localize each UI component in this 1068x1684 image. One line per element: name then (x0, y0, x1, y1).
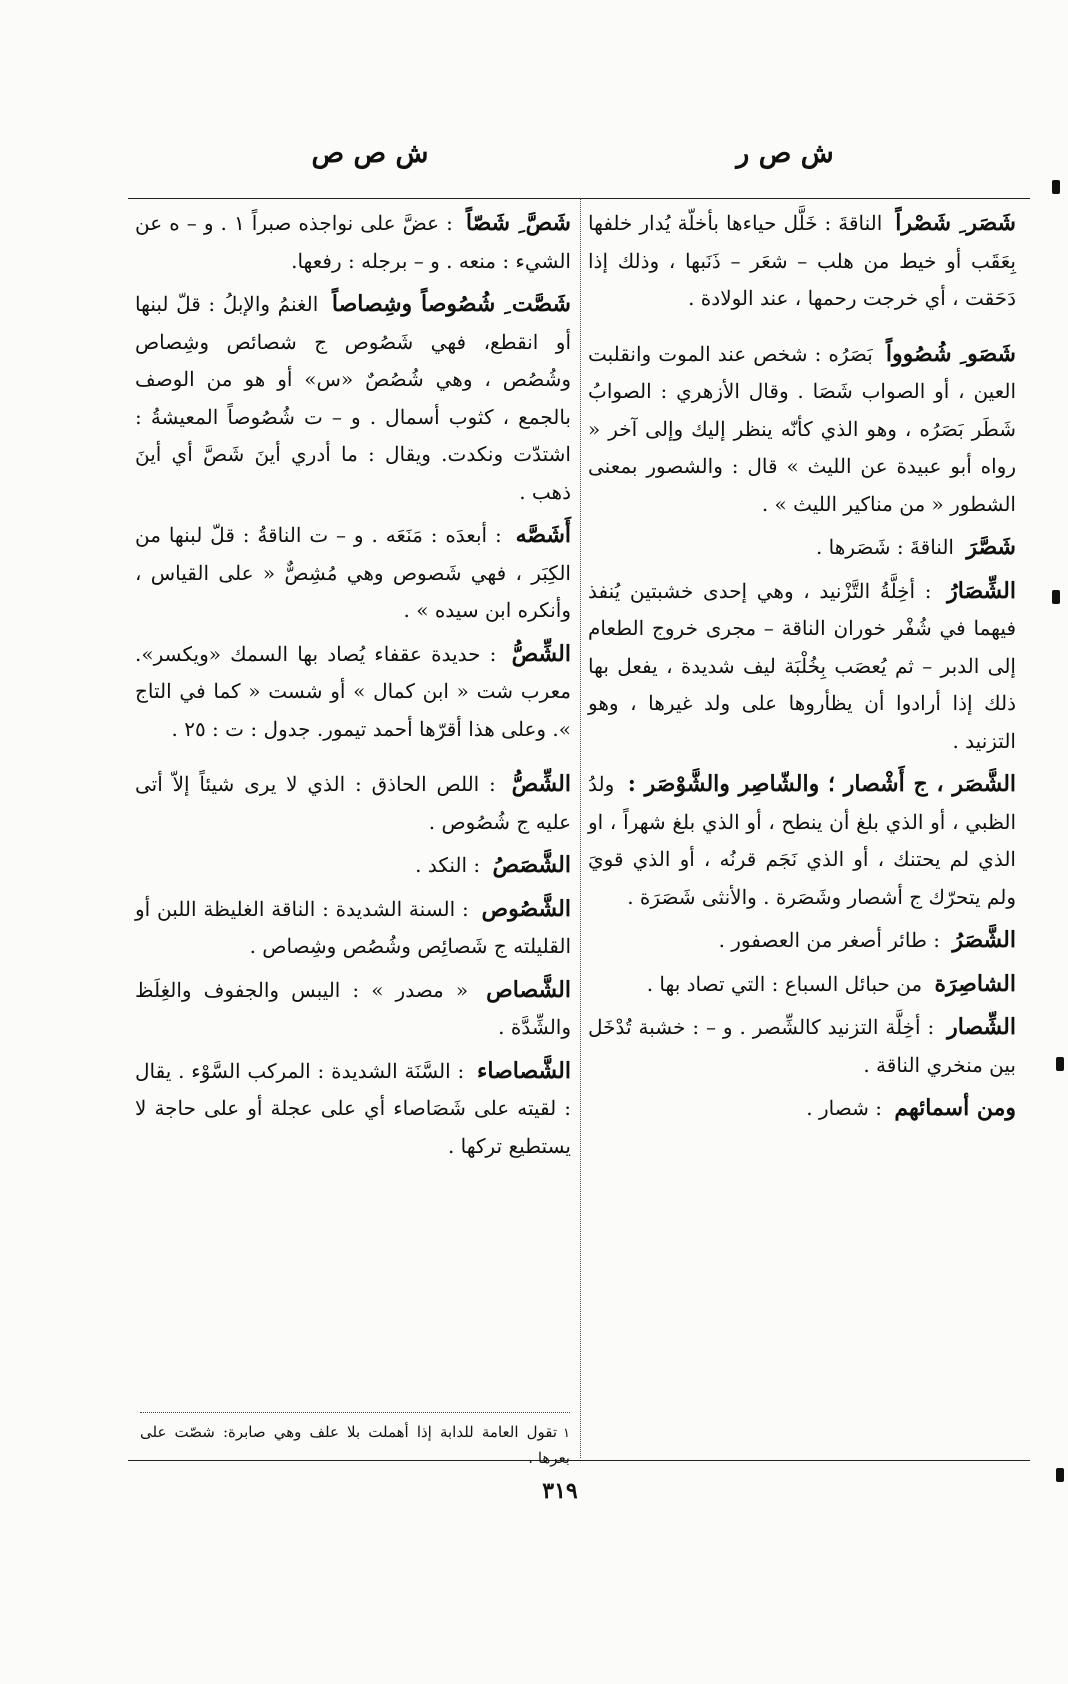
entry-text: : أبعدَه : مَنَعَه . و – ت الناقةُ : قلّ لبنها من الكِبَر ، فهي شَصوص وهي مُشِصٌّ « على القياس ، وأنكره ابن سيده » . (135, 523, 571, 622)
footnote (140, 1420, 570, 1470)
entry (588, 922, 1016, 960)
headword: أَشَصَّه (515, 522, 571, 548)
entry (135, 972, 571, 1047)
footnote-text: تقول العامة للدابة إذا أهملت بلا علف وهي صابرة: شصّت على بعرها . (140, 1423, 570, 1467)
entry (135, 891, 571, 966)
entry-text: الناقةَ : شَصَرها . (815, 535, 961, 559)
entry (135, 1053, 571, 1166)
entry (588, 766, 1016, 916)
entry (135, 636, 571, 749)
headword: الشَّصُوص (481, 895, 571, 922)
entry (588, 573, 1016, 761)
headword: الشِّصُّ (511, 771, 571, 797)
bottom-rule (128, 1460, 1030, 1461)
entry-text: ولدُ الظبي ، أو الذي بلغ أن ينطح ، أو الذي بلغ شهراً ، او الذي لم يحتنك ، أو الذي نَجَم قرنُه ، أو الذي قويَ ولم يتحرّك ج أشصار وشَصَرة . والأنثى شَصَرَة . (588, 772, 1016, 909)
entry (588, 966, 1016, 1004)
headword: الشَّصاص (486, 976, 571, 1003)
entry-text: الناقةَ : خَلَّل حياءها بأخلّة يُدار خلفها بِعَقَب أو خيط من هلب – شعَر – ذَنَبها ، وذلك إذا دَحَقت ، أي خرجت رحمها ، عند الولادة . (588, 211, 1016, 310)
entry (588, 336, 1016, 524)
entry-text: : السنة الشديدة : الناقة الغليظة اللبن أو القليلته ج شَصائِص وشُصُص وشِصاص . (135, 896, 571, 958)
entry-text: : طائر أصغر من العصفور . (718, 928, 947, 952)
margin-mark-middle (1052, 590, 1060, 604)
headword: الشِّصار (947, 1014, 1016, 1040)
margin-mark-lower (1056, 1057, 1064, 1071)
headword: شَصَّرَ (966, 534, 1016, 560)
entry-text: : أخِلَّةُ التَّزْنيد ، وهي إحدى خشبتين يُنفذ فيهما في شُفْر خوران الناقة – مجرى خروج الطعام إلى الدبر – ثم يُعصَب بِخُلْبَة ليف شديدة ، يفعل بها ذلك إذا أرادوا أن يظأروها على ولد غيرها ، وهو التزنيد . (588, 578, 1016, 753)
headword: شَصَو ِ شُصُوواً (885, 340, 1016, 367)
headword: الشاصِرَة (934, 970, 1016, 997)
top-rule (128, 198, 1030, 199)
entry (135, 286, 571, 511)
page-number: ٣١٩ (542, 1478, 578, 1504)
entry (135, 847, 571, 885)
entry (588, 1009, 1016, 1084)
entry-text: الغنمُ والإبلُ : قلّ لبنها أو انقطع، فهي شَصُوص ج شصائص وشِصاص وشُصُص ، وهي شُصُصٌ «س» أو هو من الوصف بالجمع ، كثوب أسمال . و – ت شُصُوصاً المعيشةُ : اشتدّت ونكدت. ويقال : ما أدري أينَ شَصَّ أي أينَ ذهب . (135, 292, 571, 504)
entry-text: : أخِلَّة التزنيد كالشِّصر . و – : خشبة تُدْخَل بين منخري الناقة . (588, 1015, 1016, 1077)
margin-mark-top (1052, 180, 1060, 194)
entry-text: : اللص الحاذق : الذي لا يرى شيئاً إلاّ أتى عليه ج شُصُوص . (135, 772, 571, 834)
headword: الشِّصَارُ (947, 577, 1016, 604)
entry (588, 529, 1016, 567)
entry-text: : السَّنَة الشديدة : المركب السَّوْء . يقال : لقيته على شَصَاصاء أي على عجلة أو على حاجة لا يستطيع تركها . (135, 1058, 571, 1158)
left-column-header: ش ص ص (311, 138, 429, 169)
footnote-rule (140, 1412, 570, 1413)
entry-text: « مصدر » : اليبس والجفوف والغِلَظ والشِّدَّة . (135, 977, 571, 1039)
headword: الشَّصَرُ (952, 927, 1016, 953)
entry (588, 205, 1016, 318)
entry-text: : عضَّ على نواجذه صبراً ١ . و – ه عن الشيء : منعه . و – برجله : رفعها. (135, 211, 571, 273)
entry-text: : النكد . (415, 853, 487, 877)
entry (135, 766, 571, 841)
entry-text: : شصار . (806, 1096, 889, 1120)
entry-text: بَصَرُه : شخص عند الموت وانقلبت العين ، أو الصواب شَصَا . وقال الأزهري : الصوابُ شَطَر بَصَرُه ، وهو الذي كأنّه ينظر إليك وإلى آخر « رواه أبو عبيدة عن الليث » قال : والشصور بمعنى الشطور « من مناكير الليث » . (588, 341, 1017, 516)
headword: شَصَر ِ شَصْراً (895, 210, 1016, 236)
headword: الشَّصاصاء (477, 1057, 571, 1084)
headword: شَصَّت ِ شُصُوصاً وشِصاصاً (331, 291, 571, 317)
headword: ومن أسمائهم (894, 1095, 1016, 1121)
footnote-number: ١ (563, 1426, 570, 1441)
entry (135, 205, 571, 280)
entry-text: : حديدة عقفاء يُصاد بها السمك «ويكسر». معرب شت « ابن كمال » أو شست « كما في التاج ». وعلى هذا أقرّها أحمد تيمور. جدول : ت : ٢٥ . (135, 641, 571, 741)
headword: الشَّصَصُ (492, 852, 571, 878)
left-column (135, 205, 571, 1171)
entry (135, 517, 571, 630)
headword: الشِّصُّ (511, 640, 571, 667)
column-divider (580, 198, 581, 1458)
headword: شَصَّ ِ شَصّاً (465, 210, 571, 236)
right-column (588, 205, 1016, 1134)
entry (588, 1090, 1016, 1128)
headword: الشَّصَر ، ج أَشْصار ؛ والشّاصِر والشَّوْصَر : (627, 771, 1017, 797)
margin-mark-bottom (1056, 1468, 1064, 1482)
entry-text: من حبائل السباع : التي تصاد بها . (646, 971, 929, 996)
right-column-header: ش ص ر (736, 138, 834, 169)
